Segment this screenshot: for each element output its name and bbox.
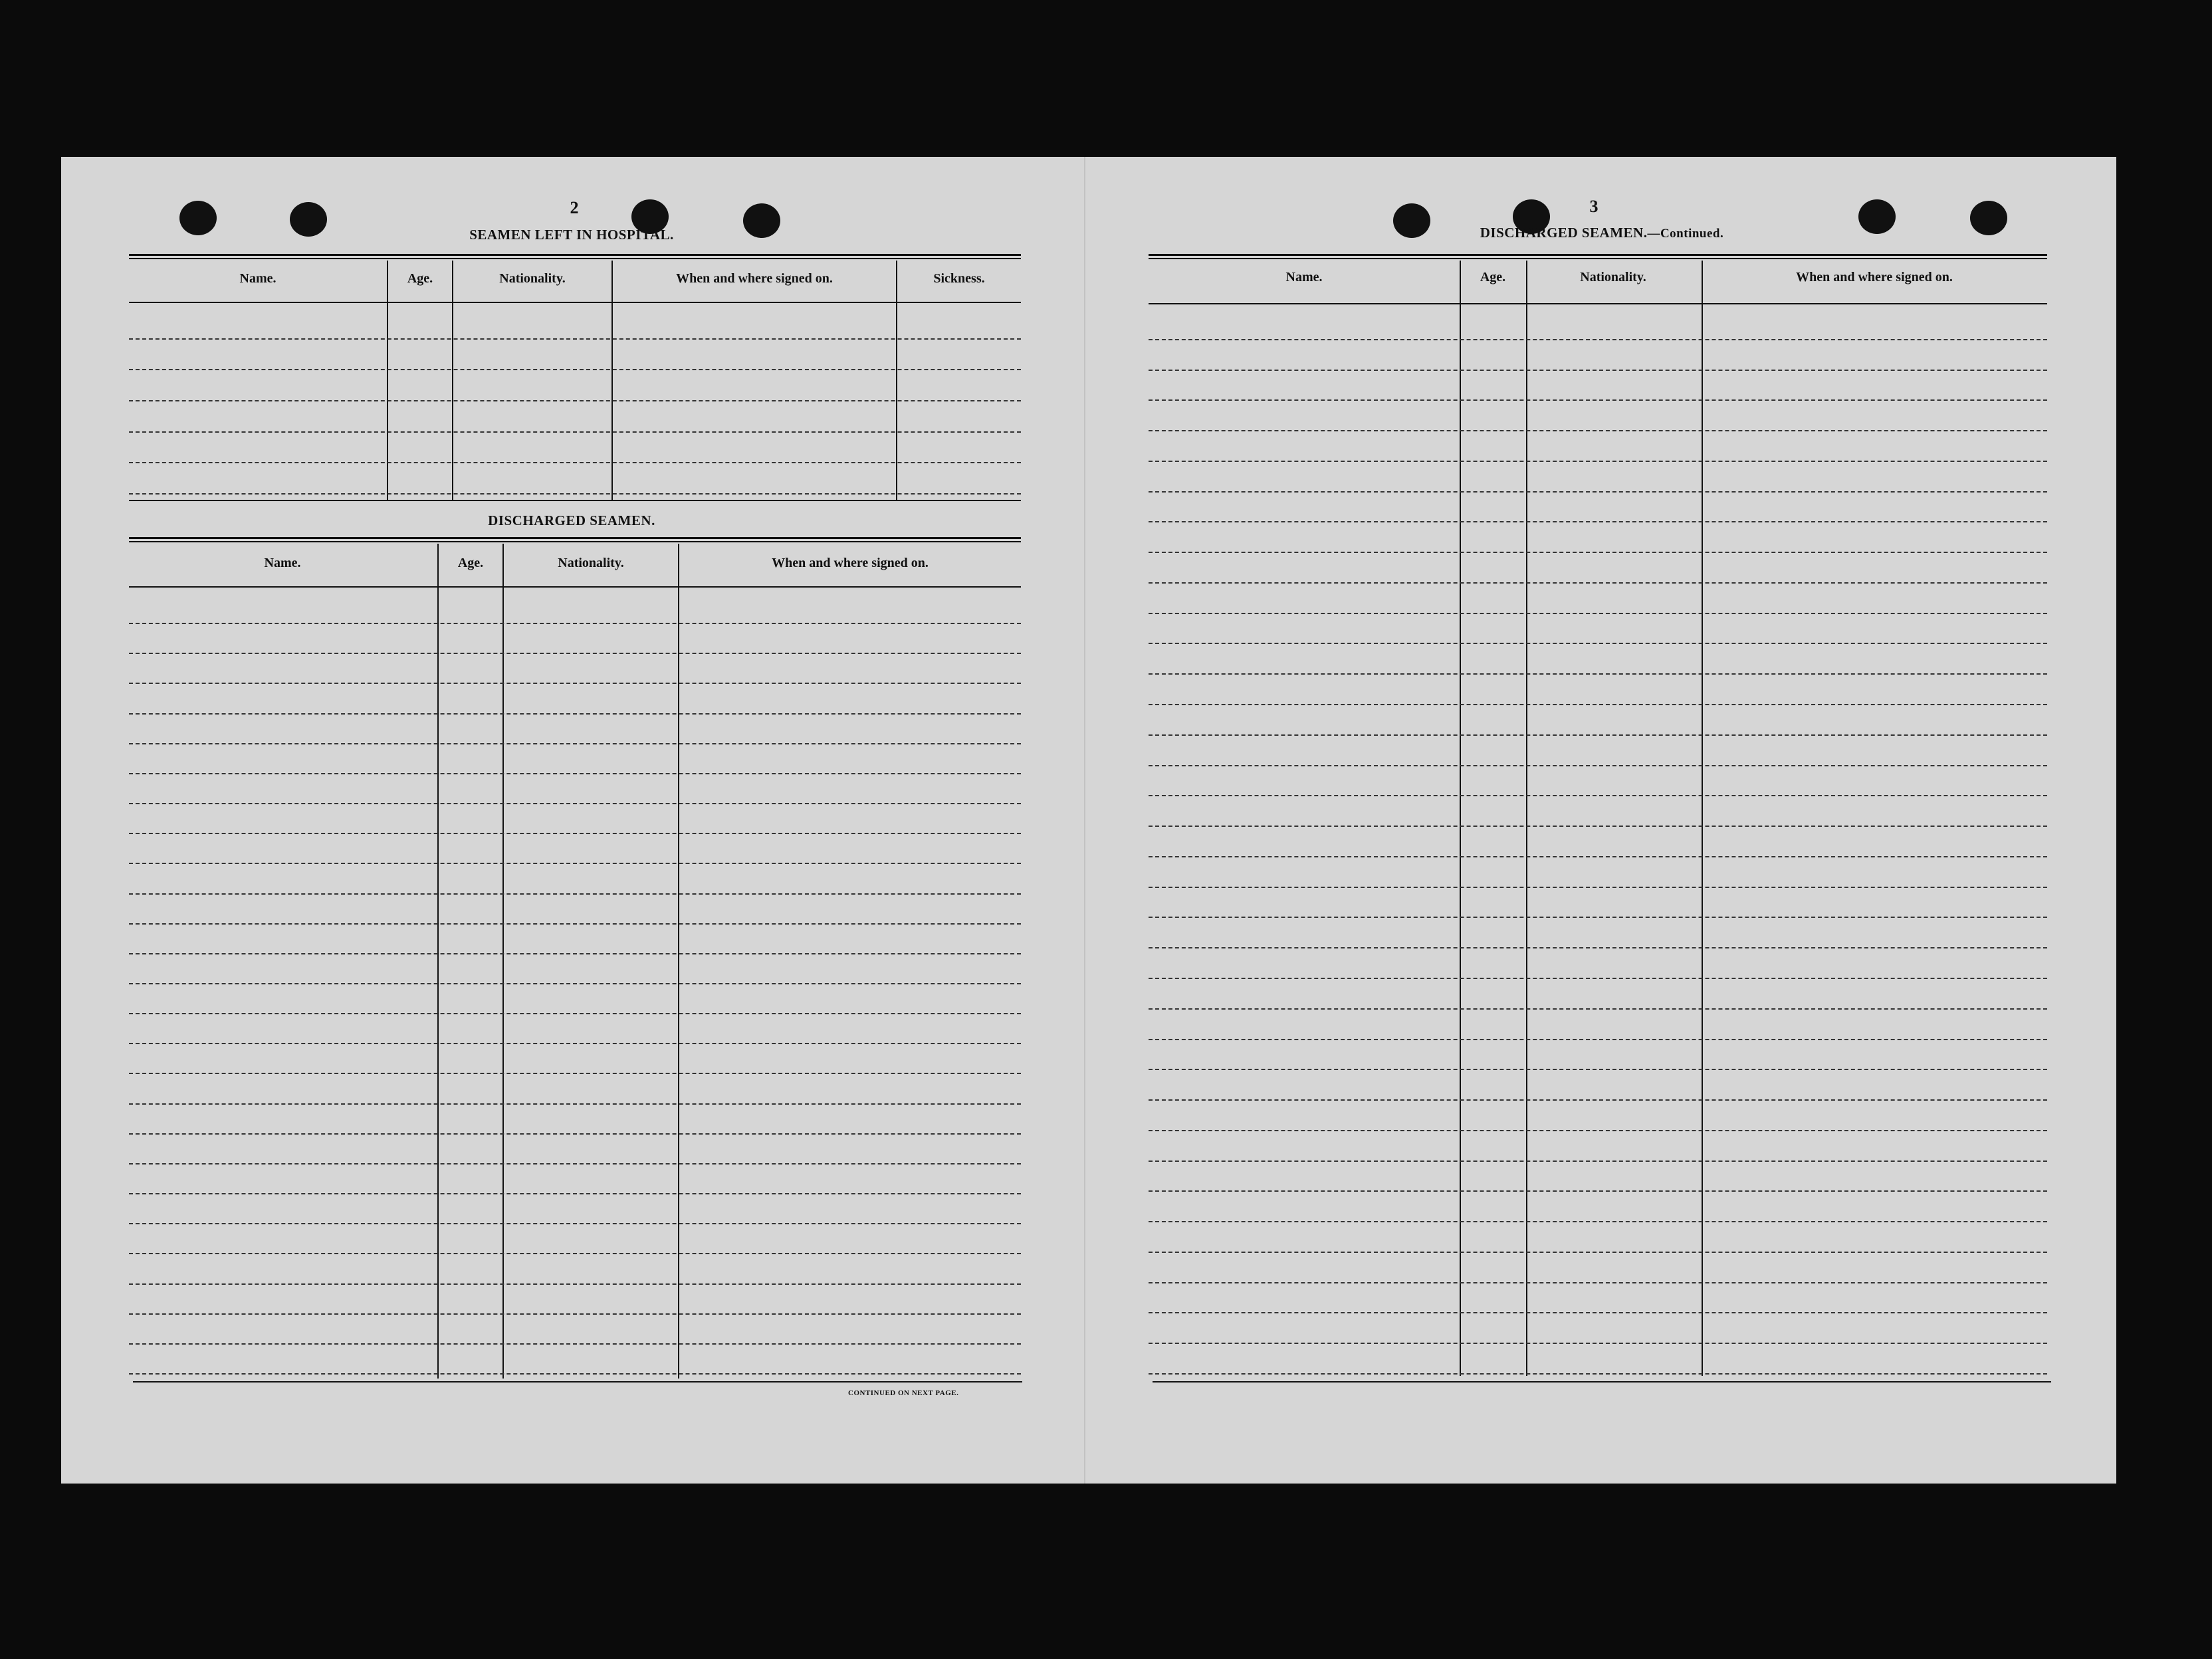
- right-row-line: [1149, 856, 2047, 857]
- hospital-col-divider: [452, 261, 453, 500]
- right-row-line: [1149, 1069, 2047, 1070]
- discharged-col-age: Age.: [457, 556, 484, 570]
- hospital-col-divider: [387, 261, 388, 500]
- discharged-row-line: [129, 923, 1021, 925]
- right-row-line: [1149, 1343, 2047, 1344]
- right-col-signed-on: When and where signed on.: [1796, 270, 1953, 284]
- right-row-line: [1149, 430, 2047, 431]
- discharged-row-line: [129, 1103, 1021, 1105]
- discharged-row-line: [129, 1373, 1021, 1375]
- discharged-header-rule: [129, 586, 1021, 588]
- discharged-col-nationality: Nationality.: [558, 556, 624, 570]
- hospital-section-title: SEAMEN LEFT IN HOSPITAL.: [469, 227, 674, 243]
- discharged-row-line: [129, 1043, 1021, 1044]
- hospital-row-line: [129, 400, 1021, 401]
- hospital-col-name: Name.: [239, 271, 276, 286]
- hospital-col-divider: [896, 261, 897, 500]
- right-row-line: [1149, 978, 2047, 979]
- discharged-row-line: [129, 1283, 1021, 1285]
- right-bottom-rule: [1153, 1381, 2051, 1382]
- right-col-name: Name.: [1285, 270, 1323, 284]
- hospital-col-age: Age.: [407, 271, 433, 286]
- hospital-col-signed-on: When and where signed on.: [676, 271, 833, 286]
- punch-hole: [290, 202, 327, 237]
- hospital-row-line: [129, 493, 1021, 495]
- hospital-row-line: [129, 431, 1021, 433]
- page-number-left: 2: [570, 198, 579, 217]
- right-row-line: [1149, 1008, 2047, 1010]
- discharged-row-line: [129, 833, 1021, 834]
- discharged-bottom-rule: [133, 1381, 1022, 1382]
- right-row-line: [1149, 947, 2047, 948]
- right-row-line: [1149, 795, 2047, 796]
- punch-hole: [179, 201, 217, 235]
- right-row-line: [1149, 552, 2047, 553]
- discharged-row-line: [129, 1223, 1021, 1224]
- right-section-title: [1429, 225, 1775, 241]
- hospital-row-line: [129, 369, 1021, 370]
- right-row-line: [1149, 734, 2047, 736]
- right-section-title-suffix: —Continued.: [1647, 227, 1724, 241]
- right-row-line: [1149, 399, 2047, 401]
- right-top-rule: [1149, 254, 2047, 259]
- right-row-line: [1149, 765, 2047, 766]
- hospital-col-divider: [611, 261, 613, 500]
- discharged-row-line: [129, 953, 1021, 954]
- hospital-bottom-rule: [129, 500, 1021, 501]
- right-section-title-main: DISCHARGED SEAMEN.: [1480, 225, 1648, 241]
- hospital-row-line: [129, 338, 1021, 340]
- right-col-divider: [1702, 261, 1703, 1376]
- discharged-row-line: [129, 803, 1021, 804]
- hospital-row-line: [129, 462, 1021, 463]
- right-row-line: [1149, 339, 2047, 340]
- discharged-row-line: [129, 1193, 1021, 1194]
- discharged-row-line: [129, 713, 1021, 715]
- discharged-row-line: [129, 1163, 1021, 1164]
- discharged-row-line: [129, 683, 1021, 684]
- right-row-line: [1149, 521, 2047, 522]
- right-row-line: [1149, 1130, 2047, 1131]
- right-row-line: [1149, 643, 2047, 644]
- discharged-row-line: [129, 1013, 1021, 1014]
- right-row-line: [1149, 704, 2047, 705]
- discharged-row-line: [129, 1313, 1021, 1315]
- right-row-line: [1149, 1190, 2047, 1192]
- punch-hole: [1970, 201, 2007, 235]
- right-row-line: [1149, 1099, 2047, 1101]
- right-row-line: [1149, 461, 2047, 462]
- right-row-line: [1149, 370, 2047, 371]
- right-row-line: [1149, 1373, 2047, 1375]
- discharged-row-line: [129, 983, 1021, 984]
- punch-hole: [1858, 199, 1896, 234]
- hospital-col-nationality: Nationality.: [499, 271, 566, 286]
- right-row-line: [1149, 826, 2047, 827]
- right-col-age: Age.: [1480, 270, 1506, 284]
- right-row-line: [1149, 1039, 2047, 1040]
- right-col-divider: [1526, 261, 1527, 1376]
- right-col-nationality: Nationality.: [1580, 270, 1646, 284]
- right-row-line: [1149, 1221, 2047, 1222]
- right-row-line: [1149, 673, 2047, 675]
- discharged-row-line: [129, 1133, 1021, 1135]
- discharged-row-line: [129, 1253, 1021, 1254]
- right-header-rule: [1149, 303, 2047, 304]
- discharged-section-title: DISCHARGED SEAMEN.: [488, 512, 655, 528]
- discharged-top-rule: [129, 537, 1021, 542]
- discharged-col-signed-on: When and where signed on.: [772, 556, 929, 570]
- discharged-row-line: [129, 863, 1021, 864]
- discharged-row-line: [129, 653, 1021, 654]
- punch-hole: [1393, 203, 1430, 238]
- right-row-line: [1149, 887, 2047, 888]
- hospital-col-sickness: Sickness.: [933, 271, 985, 286]
- discharged-row-line: [129, 893, 1021, 895]
- discharged-col-name: Name.: [264, 556, 301, 570]
- right-row-line: [1149, 917, 2047, 918]
- discharged-row-line: [129, 623, 1021, 624]
- right-row-line: [1149, 1282, 2047, 1283]
- continued-footer: CONTINUED ON NEXT PAGE.: [848, 1389, 959, 1397]
- right-row-line: [1149, 582, 2047, 584]
- right-row-line: [1149, 1312, 2047, 1313]
- right-col-divider: [1460, 261, 1461, 1376]
- discharged-row-line: [129, 743, 1021, 744]
- right-row-line: [1149, 491, 2047, 493]
- discharged-row-line: [129, 1343, 1021, 1345]
- page-fold: [1084, 157, 1085, 1484]
- right-row-line: [1149, 613, 2047, 614]
- hospital-top-rule: [129, 254, 1021, 259]
- page-number-right: 3: [1589, 197, 1599, 216]
- right-row-line: [1149, 1161, 2047, 1162]
- right-row-line: [1149, 1252, 2047, 1253]
- discharged-row-line: [129, 773, 1021, 774]
- hospital-header-rule: [129, 302, 1021, 303]
- discharged-row-line: [129, 1073, 1021, 1074]
